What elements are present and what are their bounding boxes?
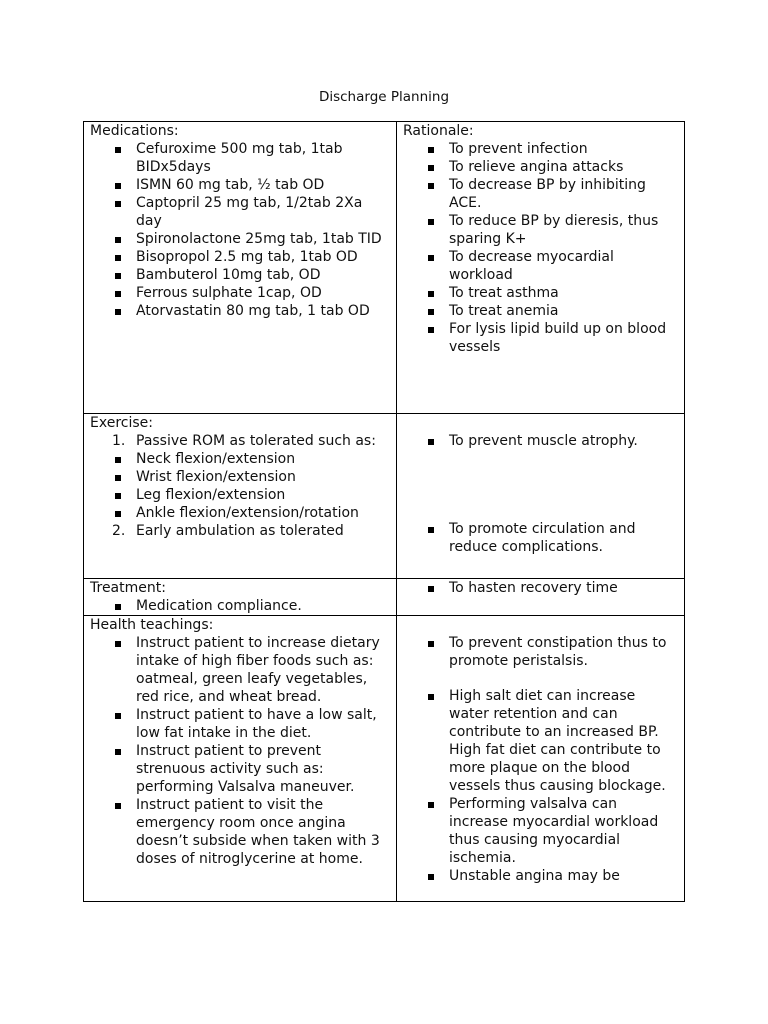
medications-rationale-cell xyxy=(397,122,685,414)
rationale-item: To treat asthma xyxy=(403,284,678,302)
rationale-item: High salt diet can increase water retention and can contribute to an increased BP. High fat diet can contribute to more plaque on the blood vessels thus causing blockage. xyxy=(403,687,678,795)
exercise-list xyxy=(90,432,390,450)
exercise-rationale-cell xyxy=(397,414,685,579)
exercise-subitem: Wrist flexion/extension xyxy=(90,468,390,486)
medications-row xyxy=(84,122,685,414)
rationale-item: To reduce BP by dieresis, thus sparing K+ xyxy=(403,212,678,248)
health-teachings-row xyxy=(84,616,685,902)
medications-list xyxy=(90,140,390,320)
health-teachings-rationale-cell xyxy=(397,616,685,902)
medications-heading: Medications: xyxy=(90,123,179,139)
rationale-item: To promote circulation and reduce complications. xyxy=(403,520,678,556)
treatment-row xyxy=(84,579,685,616)
rationale-item: To decrease BP by inhibiting ACE. xyxy=(403,176,678,212)
health-teaching-item: Instruct patient to have a low salt, low fat intake in the diet. xyxy=(90,706,390,742)
medication-item: Bambuterol 10mg tab, OD xyxy=(90,266,390,284)
exercise-item-text: Passive ROM as tolerated such as: xyxy=(136,433,376,449)
medication-item: Spironolactone 25mg tab, 1tab TID xyxy=(90,230,390,248)
rationale-item: To prevent infection xyxy=(403,140,678,158)
medication-item: Atorvastatin 80 mg tab, 1 tab OD xyxy=(90,302,390,320)
exercise-subitem: Leg flexion/extension xyxy=(90,486,390,504)
treatment-list xyxy=(90,597,390,615)
medication-item: Bisopropol 2.5 mg tab, 1tab OD xyxy=(90,248,390,266)
medication-item: ISMN 60 mg tab, ½ tab OD xyxy=(90,176,390,194)
exercise-item xyxy=(90,522,390,540)
exercise-cell xyxy=(84,414,397,579)
exercise-sublist xyxy=(90,450,390,522)
treatment-heading: Treatment: xyxy=(90,580,166,596)
exercise-rationale-list xyxy=(403,432,678,556)
treatment-cell xyxy=(84,579,397,616)
health-teaching-item: Instruct patient to visit the emergency room once angina doesn’t subside when taken with 3 doses of nitroglycerine at home. xyxy=(90,796,390,868)
treatment-rationale-cell xyxy=(397,579,685,616)
rationale-item: For lysis lipid build up on blood vessels xyxy=(403,320,678,356)
exercise-subitem: Neck flexion/extension xyxy=(90,450,390,468)
treatment-item: Medication compliance. xyxy=(90,597,390,615)
rationale-item: To relieve angina attacks xyxy=(403,158,678,176)
exercise-item-number: 1. xyxy=(112,433,126,449)
medication-item: Ferrous sulphate 1cap, OD xyxy=(90,284,390,302)
exercise-subitem: Ankle flexion/extension/rotation xyxy=(90,504,390,522)
exercise-item xyxy=(90,432,390,450)
exercise-row xyxy=(84,414,685,579)
exercise-heading: Exercise: xyxy=(90,415,153,431)
rationale-item: To hasten recovery time xyxy=(403,579,678,597)
discharge-plan-table xyxy=(83,121,685,902)
rationale-heading: Rationale: xyxy=(403,123,474,139)
rationale-item: To prevent constipation thus to promote peristalsis. xyxy=(403,634,678,670)
exercise-item-number: 2. xyxy=(112,523,126,539)
health-rationale-list xyxy=(403,634,678,885)
rationale-item: Performing valsalva can increase myocardial workload thus causing myocardial ischemia. xyxy=(403,795,678,867)
treatment-rationale-list xyxy=(403,579,678,597)
document-title: Discharge Planning xyxy=(318,89,450,105)
health-teachings-list xyxy=(90,634,390,868)
medications-cell xyxy=(84,122,397,414)
rationale-item: To treat anemia xyxy=(403,302,678,320)
health-teachings-cell xyxy=(84,616,397,902)
rationale-item: To decrease myocardial workload xyxy=(403,248,678,284)
rationale-list xyxy=(403,140,678,356)
rationale-item: To prevent muscle atrophy. xyxy=(403,432,678,450)
rationale-item: Unstable angina may be xyxy=(403,867,678,885)
medication-item: Captopril 25 mg tab, 1/2tab 2Xa day xyxy=(90,194,390,230)
exercise-list-2 xyxy=(90,522,390,540)
health-teaching-item: Instruct patient to prevent strenuous activity such as: performing Valsalva maneuver. xyxy=(90,742,390,796)
health-teaching-item: Instruct patient to increase dietary intake of high fiber foods such as: oatmeal, green leafy vegetables, red rice, and wheat bread. xyxy=(90,634,390,706)
health-teachings-heading: Health teachings: xyxy=(90,617,214,633)
exercise-item-text: Early ambulation as tolerated xyxy=(136,523,344,539)
medication-item: Cefuroxime 500 mg tab, 1tab BIDx5days xyxy=(90,140,390,176)
